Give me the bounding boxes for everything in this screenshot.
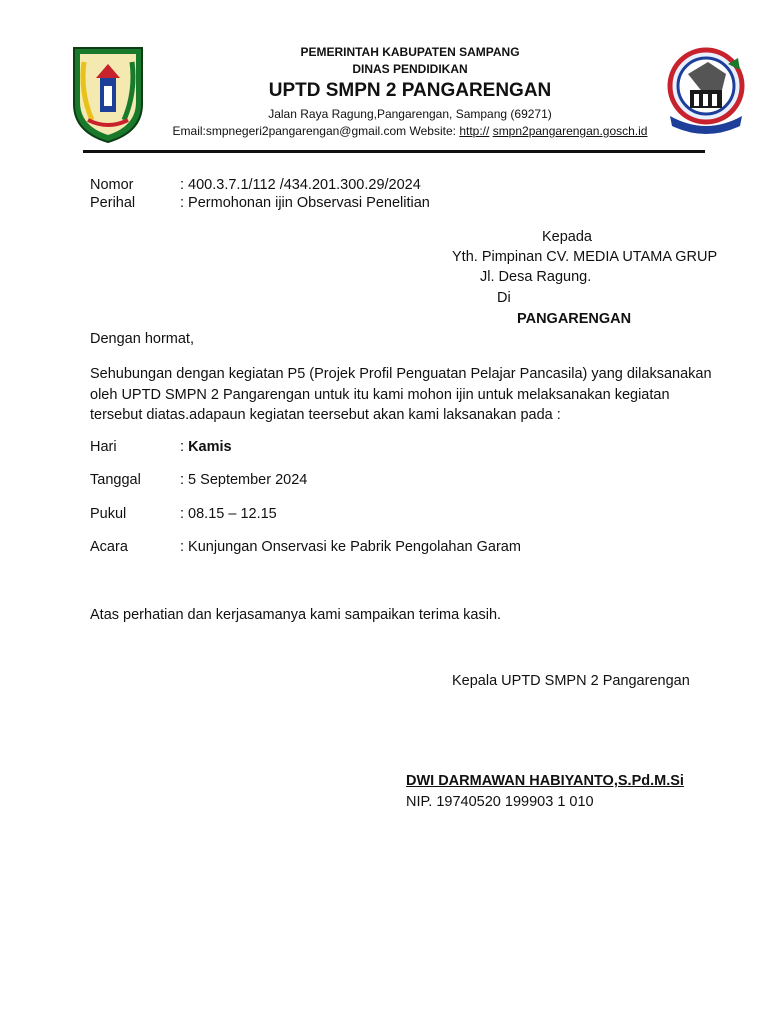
letterhead-department: DINAS PENDIDIKAN [352, 62, 468, 76]
letterhead-address: Jalan Raya Ragung,Pangarengan, Sampang (69271) [268, 107, 552, 121]
tanggal-label: Tanggal [90, 472, 141, 488]
paragraph-line: tersebut diatas.adapaun kegiatan teersebut akan kami laksanakan pada : [90, 407, 561, 423]
tanggal-value: : 5 September 2024 [180, 472, 308, 488]
kabupaten-sampang-emblem [70, 42, 146, 144]
website-domain-link[interactable]: smpn2pangarengan.gosch.id [492, 124, 648, 138]
letterhead-contact [150, 124, 670, 138]
acara-label: Acara [90, 539, 128, 555]
hari-value [180, 439, 232, 455]
nomor-label: Nomor [90, 177, 134, 193]
pukul-label: Pukul [90, 506, 127, 522]
recipient-line1: Yth. Pimpinan CV. MEDIA UTAMA GRUP [452, 249, 718, 265]
hari-day: Kamis [188, 439, 232, 455]
letterhead-school-name: UPTD SMPN 2 PANGARENGAN [268, 80, 552, 101]
website-scheme-link[interactable]: http:// [459, 124, 490, 138]
paragraph-line: Sehubungan dengan kegiatan P5 (Projek Profil Penguatan Pelajar Pancasila) yang dilaksanakan [90, 366, 712, 382]
letterhead-government: PEMERINTAH KABUPATEN SAMPANG [300, 45, 520, 59]
closing-sentence: Atas perhatian dan kerjasamanya kami sampaikan terima kasih. [90, 607, 502, 623]
body-paragraph [90, 364, 740, 426]
signature-name: DWI DARMAWAN HABIYANTO,S.Pd.M.Si [406, 773, 684, 789]
school-emblem [664, 44, 748, 136]
perihal-label: Perihal [90, 195, 136, 211]
recipient-city: PANGARENGAN [517, 311, 632, 327]
hari-label: Hari [90, 439, 117, 455]
recipient-di: Di [497, 290, 511, 306]
pukul-value: : 08.15 – 12.15 [180, 506, 277, 522]
contact-email-label: Email:smpnegeri2pangarengan@gmail.com Website: [172, 124, 460, 138]
perihal-value: : Permohonan ijin Observasi Penelitian [180, 195, 430, 211]
recipient-line2: Jl. Desa Ragung. [480, 269, 592, 285]
paragraph-line: oleh UPTD SMPN 2 Pangarengan untuk itu kami mohon ijin untuk melaksanakan kegiatan [90, 386, 670, 403]
acara-value: : Kunjungan Onservasi ke Pabrik Pengolahan Garam [180, 539, 521, 555]
greeting: Dengan hormat, [90, 331, 194, 347]
nomor-value: : 400.3.7.1/112 /434.201.300.29/2024 [180, 177, 421, 193]
signature-title: Kepala UPTD SMPN 2 Pangarengan [452, 673, 690, 689]
hari-colon: : [180, 439, 189, 455]
recipient-kepada: Kepada [542, 229, 592, 245]
letterhead-divider [83, 150, 705, 153]
signature-nip: NIP. 19740520 199903 1 010 [406, 794, 594, 810]
